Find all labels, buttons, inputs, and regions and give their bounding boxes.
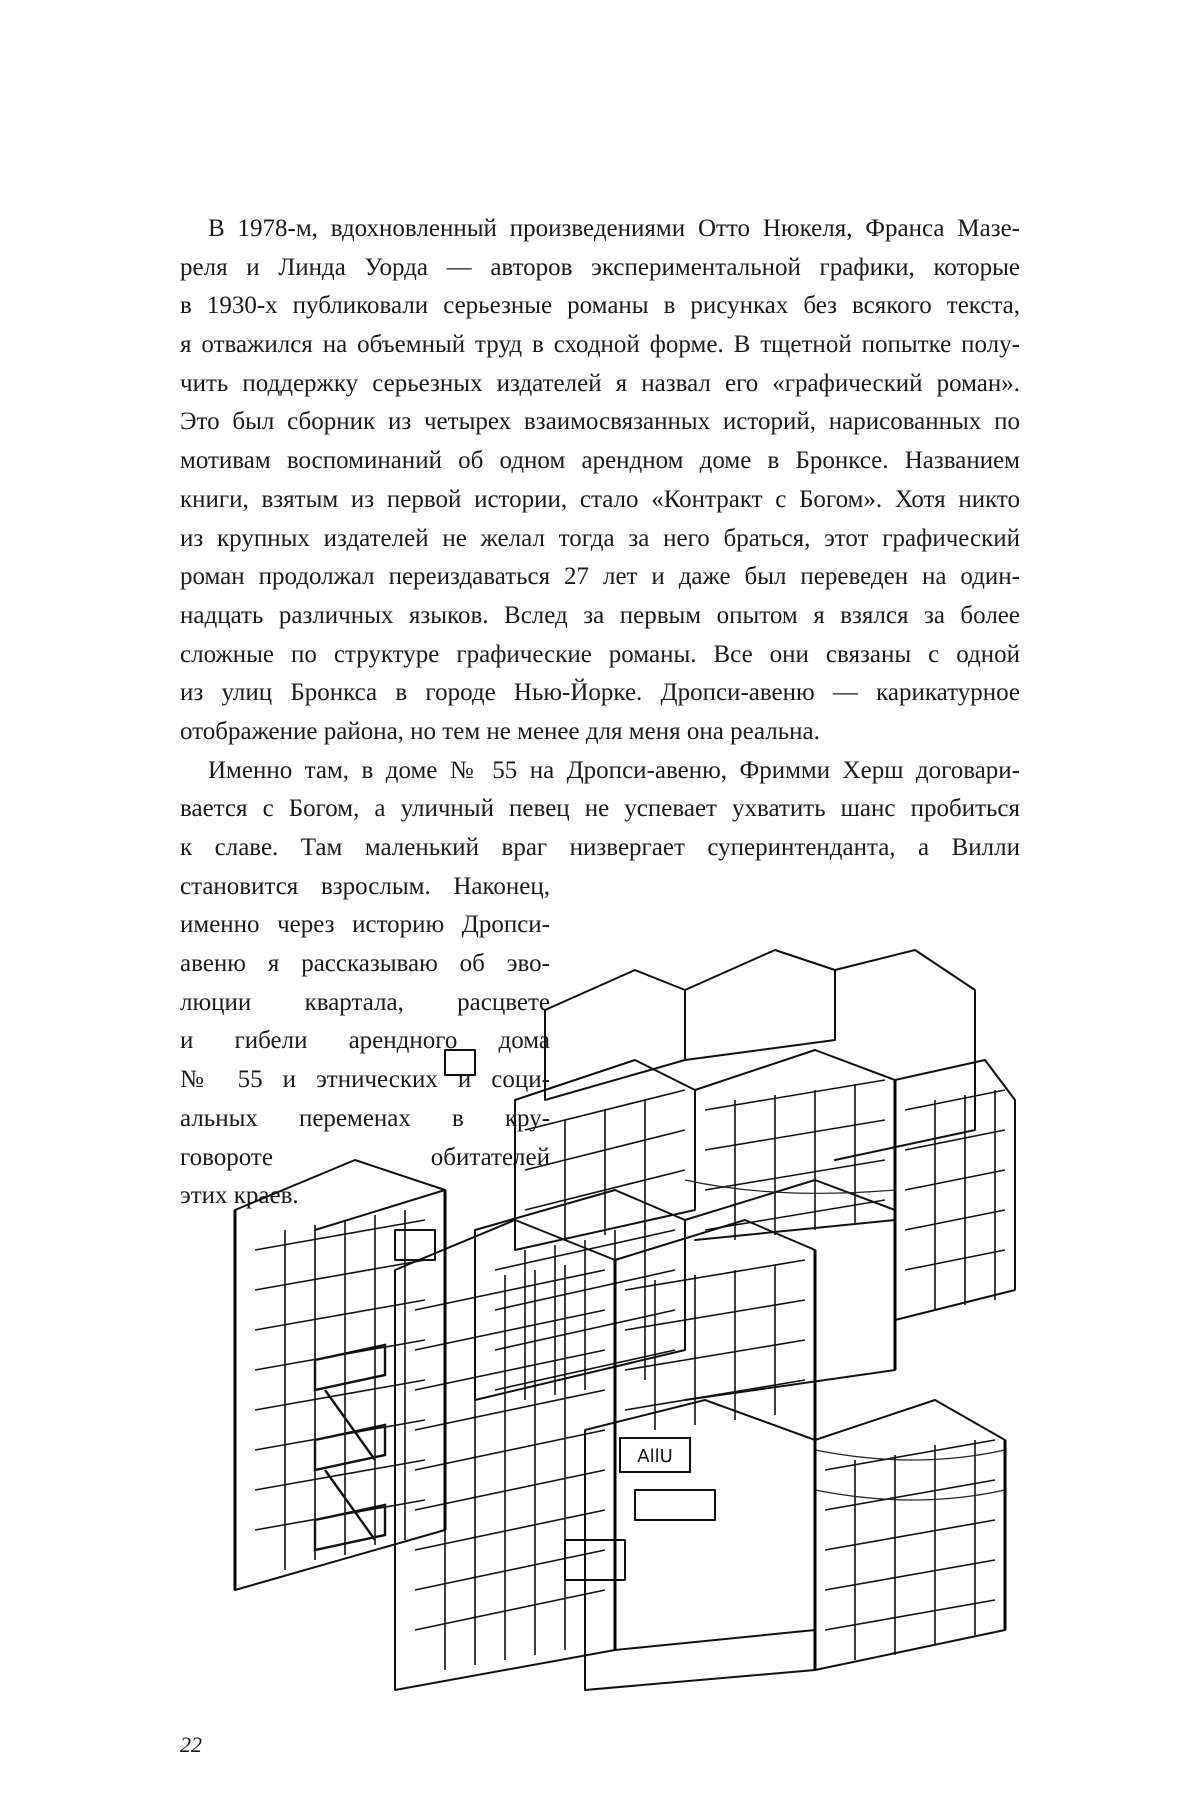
text-line: сложные по структуре графические романы. Все они связаны с одной bbox=[180, 640, 1020, 668]
text-line: говороте обитателей bbox=[180, 1143, 550, 1171]
text-line: надцать различных языков. Вслед за первым опытом я взялся за более bbox=[180, 601, 1020, 629]
page-number: 22 bbox=[180, 1732, 202, 1757]
text-line: Именно там, в доме № 55 на Дропси-авеню, Фримми Херш договари- bbox=[208, 756, 1020, 784]
shop-sign-text: AllU bbox=[637, 1446, 673, 1467]
text-line: именно через историю Дропси- bbox=[180, 911, 550, 939]
text-line: роман продолжал переиздаваться 27 лет и даже был переведен на один- bbox=[180, 563, 1020, 591]
text-line: я отважился на объемный труд в сходной форме. В тщетной попытке полу- bbox=[180, 331, 1020, 359]
text-line: книги, взятым из первой истории, стало «Контракт с Богом». Хотя никто bbox=[180, 485, 1020, 513]
window-grid bbox=[255, 1210, 425, 1570]
text-line: к славе. Там маленький враг низвергает суперинтенданта, а Вилли bbox=[180, 834, 1020, 861]
paragraph-1 bbox=[180, 210, 1020, 752]
text-line: вается с Богом, а уличный певец не успевает ухватить шанс пробиться bbox=[180, 795, 1020, 823]
text-line: отображение района, но тем не менее для меня она реальна. bbox=[180, 717, 820, 745]
text-line: В 1978-м, вдохновленный произведениями Отто Нюкеля, Франса Мазе- bbox=[208, 215, 1020, 242]
text-line: авеню я рассказываю об эво- bbox=[180, 950, 550, 978]
text-line: № 55 и этнических и соци- bbox=[180, 1066, 550, 1094]
text-line: альных переменах в кру- bbox=[180, 1104, 550, 1132]
text-line: реля и Линда Уорда — авторов экспериментальной графики, которые bbox=[180, 253, 1020, 281]
text-line: из улиц Бронкса в городе Нью-Йорке. Дропси-авеню — карикатурное bbox=[180, 679, 1020, 707]
text-line: мотивам воспоминаний об одном арендном доме в Бронксе. Названием bbox=[180, 447, 1020, 475]
text-line: Это был сборник из четырех взаимосвязанных историй, нарисованных по bbox=[180, 408, 1020, 436]
text-line: этих краев. bbox=[180, 1182, 299, 1210]
text-line: из крупных издателей не желал тогда за него браться, этот графический bbox=[180, 524, 1020, 552]
text-line: чить поддержку серьезных издателей я назвал его «графический роман». bbox=[180, 369, 1020, 397]
tenement-buildings-sketch-icon bbox=[215, 930, 1025, 1710]
text-line: люции квартала, расцвете bbox=[180, 988, 550, 1016]
text-line: и гибели арендного дома bbox=[180, 1027, 550, 1055]
text-line: в 1930-х публиковали серьезные романы в рисунках без всякого текста, bbox=[180, 292, 1020, 320]
text-line: становится взрослым. Наконец, bbox=[180, 872, 550, 900]
